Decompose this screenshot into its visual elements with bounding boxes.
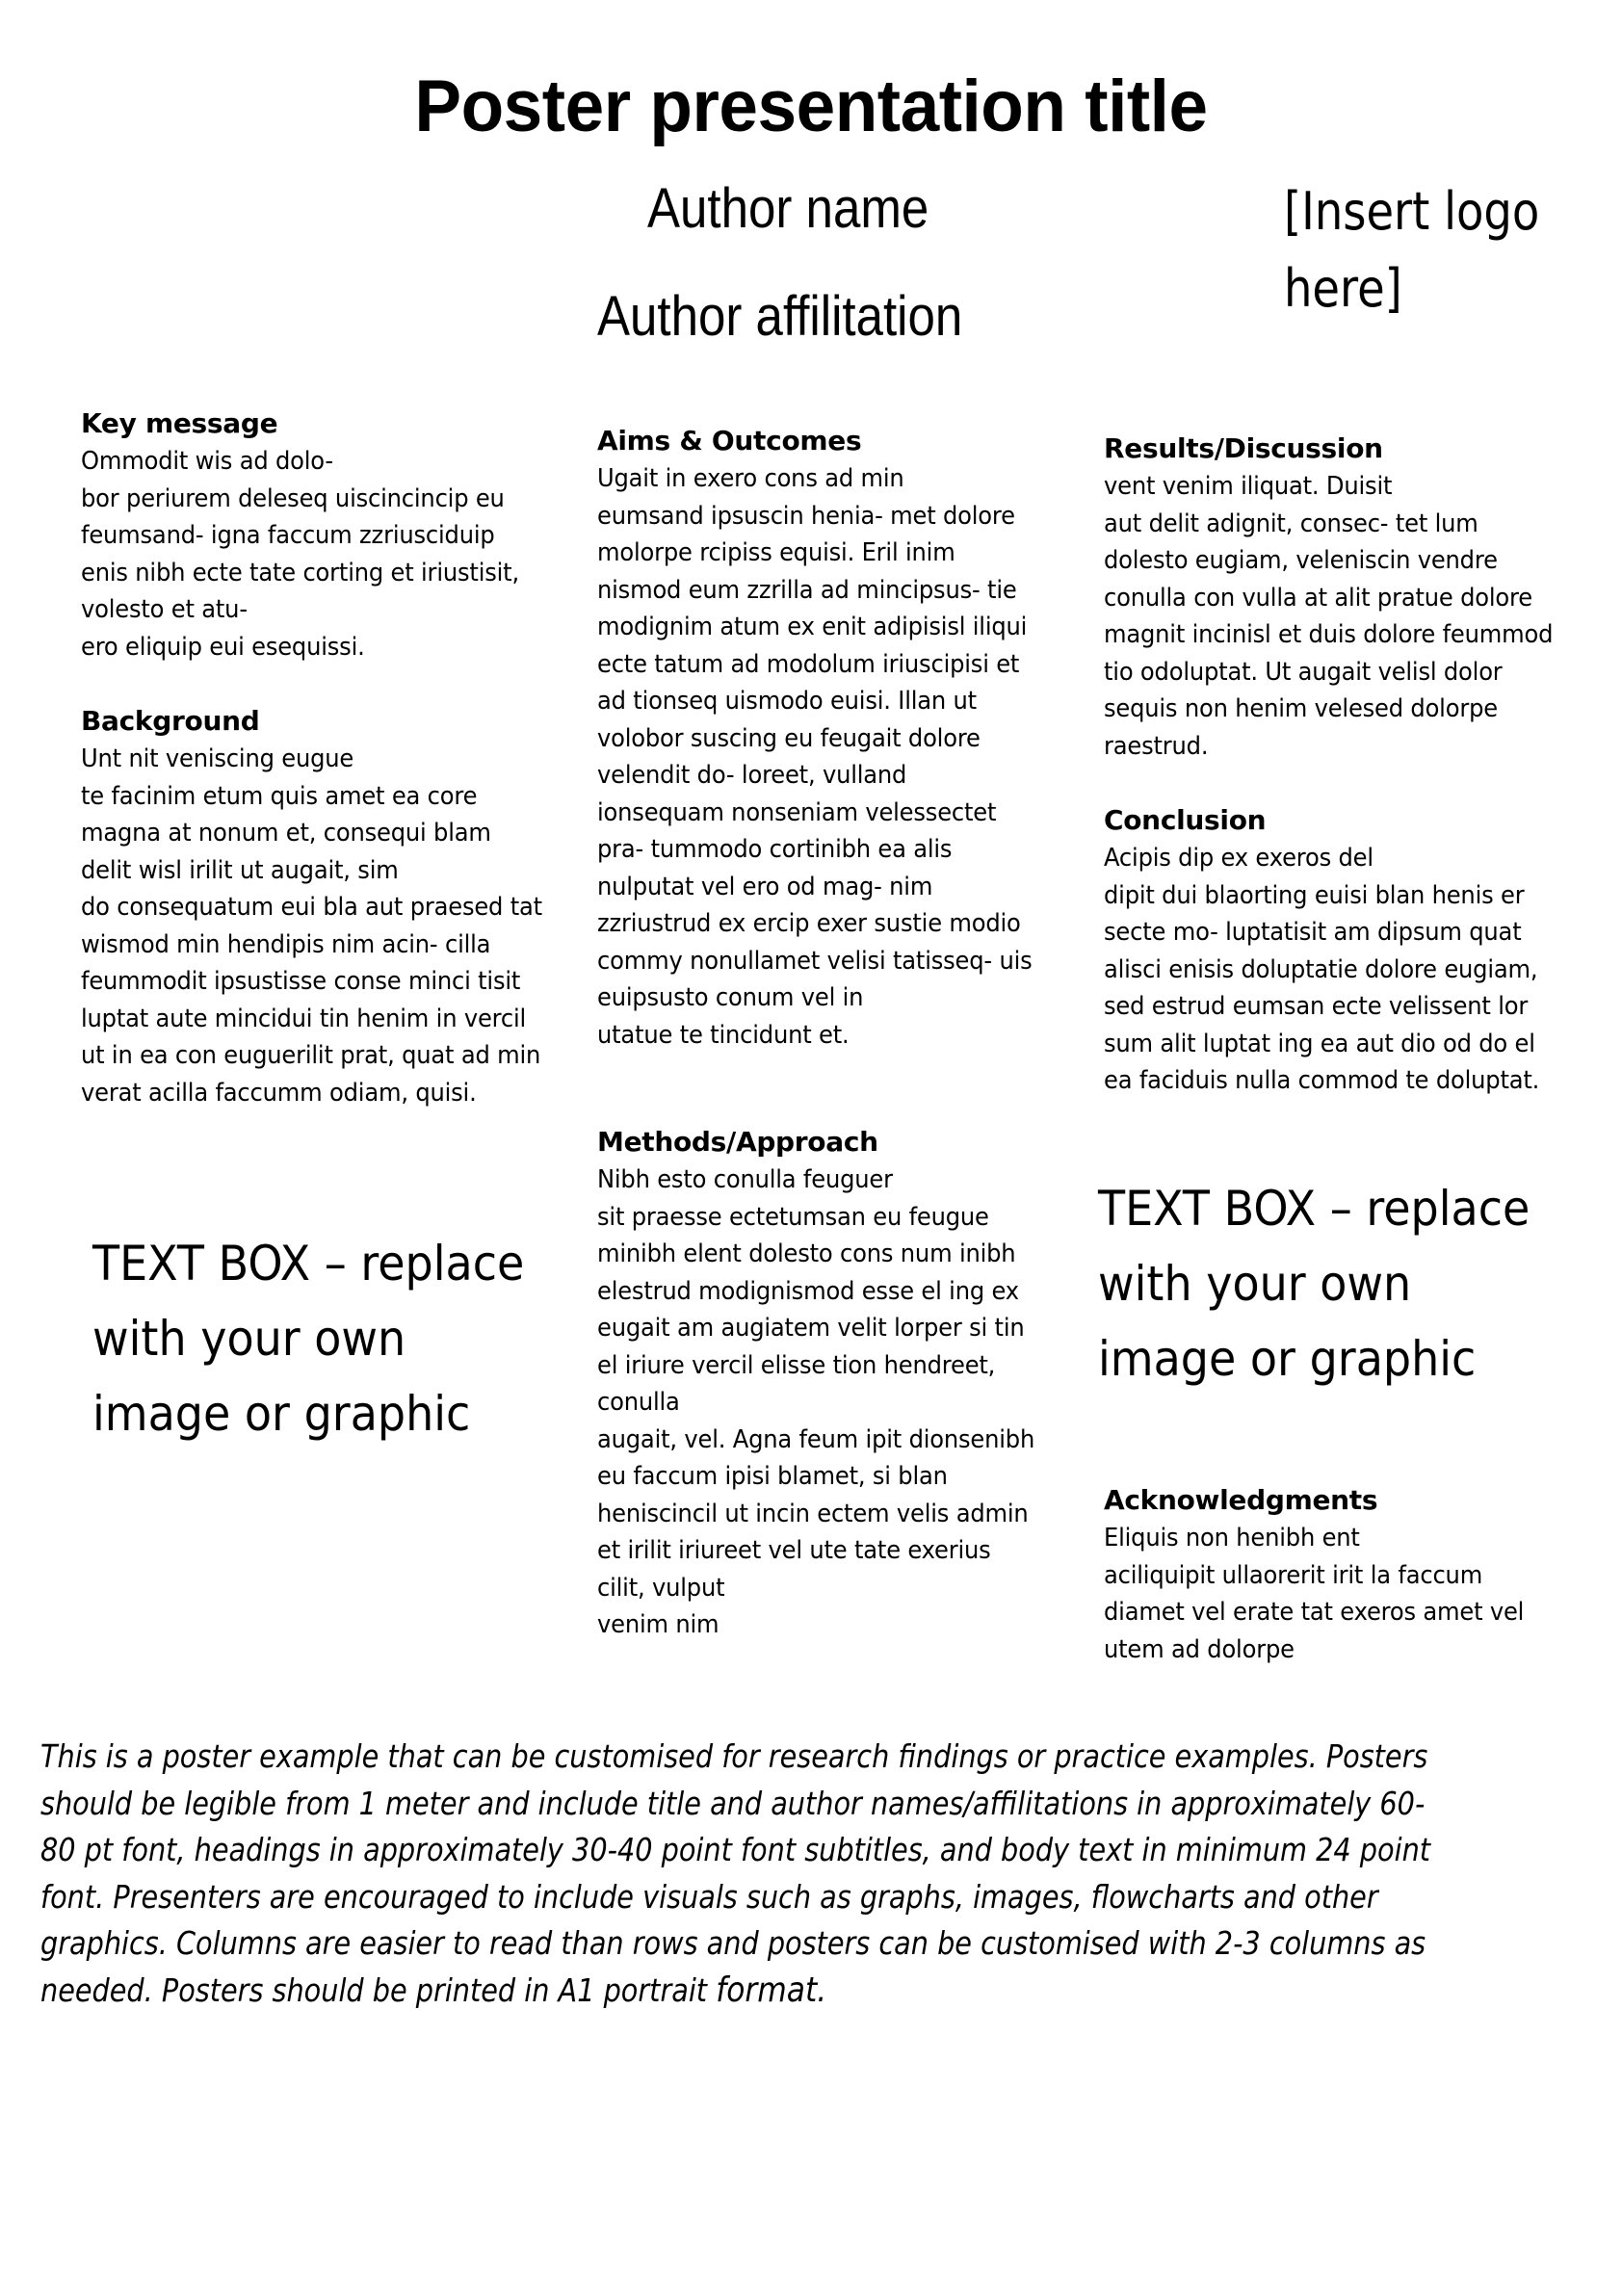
body-line: ionsequam nonseniam velessectet bbox=[597, 797, 997, 827]
note-line: graphics. Columns are easier to read than rows and posters can be customised with 2-3 columns as bbox=[40, 1924, 1426, 1962]
note-line: font. Presenters are encouraged to include visuals such as graphs, images, flowcharts and other bbox=[40, 1877, 1378, 1916]
body-line: dipit dui blaorting euisi blan henis er bbox=[1104, 880, 1525, 910]
body-line: magnit incinisl et duis dolore feummod bbox=[1104, 620, 1554, 649]
body-line: eugait am augiatem velit lorper si tin bbox=[597, 1314, 1025, 1343]
body-line: do consequatum eui bla aut praesed tat bbox=[81, 893, 542, 922]
textbox-line: image or graphic bbox=[92, 1386, 471, 1442]
body-line: minibh elent dolesto cons num inibh bbox=[597, 1239, 1016, 1268]
note-line: This is a poster example that can be customised for research findings or practice examples. Posters bbox=[40, 1737, 1428, 1775]
body-line: heniscincil ut incin ectem velis admin bbox=[597, 1499, 1029, 1528]
body-line: utem ad dolorpe bbox=[1104, 1634, 1295, 1664]
body-line: commy nonullamet velisi tatisseq- uis bbox=[597, 946, 1033, 976]
body-line: Nibh esto conulla feuguer bbox=[597, 1165, 893, 1194]
body-line: alisci enisis doluptatie dolore eugiam, bbox=[1104, 954, 1538, 984]
body-line: vent venim iliquat. Duisit bbox=[1104, 472, 1393, 501]
section-methods-approach bbox=[597, 1123, 1079, 1644]
body-line: ero eliquip eui esequissi. bbox=[81, 632, 365, 662]
body-line: conulla bbox=[597, 1388, 680, 1417]
section-heading: Acknowledgments bbox=[1104, 1484, 1378, 1516]
note-line-last bbox=[40, 1968, 1398, 2015]
body-line: wismod min hendipis nim acin- cilla bbox=[81, 929, 491, 959]
body-line: nulputat vel ero od mag- nim bbox=[597, 872, 933, 901]
body-line: Eliquis non henibh ent bbox=[1104, 1524, 1360, 1552]
body-line: pra- tummodo cortinibh ea alis bbox=[597, 835, 953, 864]
body-line: eumsand ipsuscin henia- met dolore bbox=[597, 501, 1015, 531]
body-line: modignim atum ex enit adipisisl iliqui bbox=[597, 613, 1028, 641]
body-line: raestrud. bbox=[1104, 731, 1209, 761]
textbox-line: image or graphic bbox=[1098, 1331, 1477, 1387]
body-line: dolesto eugiam, veleniscin vendre bbox=[1104, 546, 1498, 575]
body-line: el iriure vercil elisse tion hendreet, bbox=[597, 1350, 996, 1380]
body-line: magna at nonum et, consequi blam bbox=[81, 819, 491, 848]
section-results-discussion bbox=[1104, 430, 1605, 765]
spacer bbox=[597, 1090, 1079, 1123]
body-line: ea faciduis nulla commod te doluptat. bbox=[1104, 1066, 1540, 1095]
section-conclusion bbox=[1104, 801, 1605, 1100]
body-line: venim nim bbox=[597, 1610, 719, 1639]
section-acknowledgments bbox=[1104, 1481, 1605, 1668]
body-line: conulla con vulla at alit pratue dolore bbox=[1104, 583, 1532, 613]
body-line: feummodit ipsustisse conse minci tisit bbox=[81, 967, 521, 996]
body-line: Unt nit veniscing eugue bbox=[81, 744, 354, 773]
image-placeholder-textbox-left bbox=[92, 1226, 524, 1451]
left-column bbox=[81, 404, 601, 1148]
body-line: delit wisl irilit ut augait, sim bbox=[81, 855, 399, 885]
note-line: 80 pt font, headings in approximately 30-40 point font subtitles, and body text in minimum 24 point bbox=[40, 1831, 1431, 1868]
right-column bbox=[1104, 430, 1605, 1136]
body-line: aciliquipit ullaorerit irit la faccum bbox=[1104, 1560, 1483, 1590]
body-line: diamet vel erate tat exeros amet vel bbox=[1104, 1598, 1525, 1627]
logo-placeholder bbox=[1284, 173, 1565, 327]
textbox-line: with your own bbox=[1098, 1256, 1412, 1312]
body-line: eu faccum ipisi blamet, si blan bbox=[597, 1462, 948, 1491]
body-line: molorpe rcipiss equisi. Eril inim bbox=[597, 538, 955, 567]
logo-placeholder-line: here] bbox=[1284, 258, 1402, 319]
note-line-text: needed. Posters should be printed in A1 portrait bbox=[40, 1970, 717, 2009]
section-heading: Conclusion bbox=[1104, 804, 1267, 836]
body-line: bor periurem deleseq uiscincincip eu bbox=[81, 483, 505, 513]
logo-placeholder-line: [Insert logo bbox=[1284, 181, 1540, 242]
body-line: ut in ea con euguerilit prat, quat ad min bbox=[81, 1041, 541, 1070]
section-heading: Results/Discussion bbox=[1104, 432, 1383, 464]
body-line: enis nibh ecte tate corting et iriustisit, bbox=[81, 558, 519, 587]
body-line: cilit, vulput bbox=[597, 1573, 725, 1603]
body-line: augait, vel. Agna feum ipit dionsenibh bbox=[597, 1424, 1035, 1454]
textbox-line: with your own bbox=[92, 1311, 406, 1367]
body-line: aut delit adignit, consec- tet lum bbox=[1104, 509, 1478, 538]
body-line: sum alit luptat ing ea aut dio od do el bbox=[1104, 1029, 1535, 1058]
body-line: sequis non henim velesed dolorpe bbox=[1104, 694, 1498, 723]
author-affiliation: Author affilitation bbox=[597, 285, 963, 348]
author-name: Author name bbox=[647, 177, 929, 240]
section-key-message bbox=[81, 404, 601, 665]
body-line: ecte tatum ad modolum iriuscipisi et bbox=[597, 649, 1020, 679]
section-heading: Methods/Approach bbox=[597, 1126, 878, 1158]
section-aims-outcomes bbox=[597, 422, 1079, 1054]
body-line: sit praesse ectetumsan eu feugue bbox=[597, 1202, 989, 1232]
body-line: secte mo- luptatisit am dipsum quat bbox=[1104, 918, 1522, 947]
body-line: Ugait in exero cons ad min bbox=[597, 464, 904, 493]
body-line: velendit do- loreet, vulland bbox=[597, 761, 907, 790]
body-line: euipsusto conum vel in bbox=[597, 983, 864, 1012]
section-heading: Background bbox=[81, 705, 260, 737]
section-background bbox=[81, 702, 601, 1111]
middle-column bbox=[597, 422, 1079, 1681]
body-line: ad tionseq uismodo euisi. Illan ut bbox=[597, 687, 977, 716]
poster-title: Poster presentation title bbox=[414, 65, 1208, 147]
body-line: luptat aute mincidui tin henim in vercil bbox=[81, 1004, 527, 1033]
body-line: elestrud modignismod esse el ing ex bbox=[597, 1276, 1019, 1306]
body-line: verat acilla faccumm odiam, quisi. bbox=[81, 1078, 477, 1108]
body-line: nismod eum zzrilla ad mincipsus- tie bbox=[597, 575, 1017, 605]
body-line: utatue te tincidunt et. bbox=[597, 1020, 850, 1050]
note-line: should be legible from 1 meter and include title and author names/affilitations in approximately 60- bbox=[40, 1784, 1426, 1822]
body-line: te facinim etum quis amet ea core bbox=[81, 781, 478, 811]
body-line: volesto et atu- bbox=[81, 595, 248, 624]
acknowledgments-block bbox=[1104, 1481, 1605, 1705]
body-line: volobor suscing eu feugait dolore bbox=[597, 723, 981, 753]
body-line: sed estrud eumsan ecte velissent lor bbox=[1104, 992, 1529, 1021]
body-line: zzriustrud ex ercip exer sustie modio bbox=[597, 909, 1021, 938]
textbox-line: TEXT BOX – replace bbox=[92, 1236, 525, 1292]
note-last-word: format. bbox=[716, 1970, 827, 2010]
guidance-note bbox=[40, 1734, 1601, 2014]
body-line: tio odoluptat. Ut augait velisl dolor bbox=[1104, 657, 1503, 687]
body-line: Acipis dip ex exeros del bbox=[1104, 844, 1373, 873]
body-line: Ommodit wis ad dolo- bbox=[81, 447, 333, 476]
section-heading: Aims & Outcomes bbox=[597, 425, 862, 457]
body-line: feumsand- igna faccum zzriusciduip bbox=[81, 521, 495, 550]
section-heading: Key message bbox=[81, 407, 278, 439]
textbox-line: TEXT BOX – replace bbox=[1098, 1181, 1530, 1237]
image-placeholder-textbox-right bbox=[1098, 1171, 1530, 1396]
body-line: et irilit iriureet vel ute tate exerius bbox=[597, 1536, 991, 1565]
